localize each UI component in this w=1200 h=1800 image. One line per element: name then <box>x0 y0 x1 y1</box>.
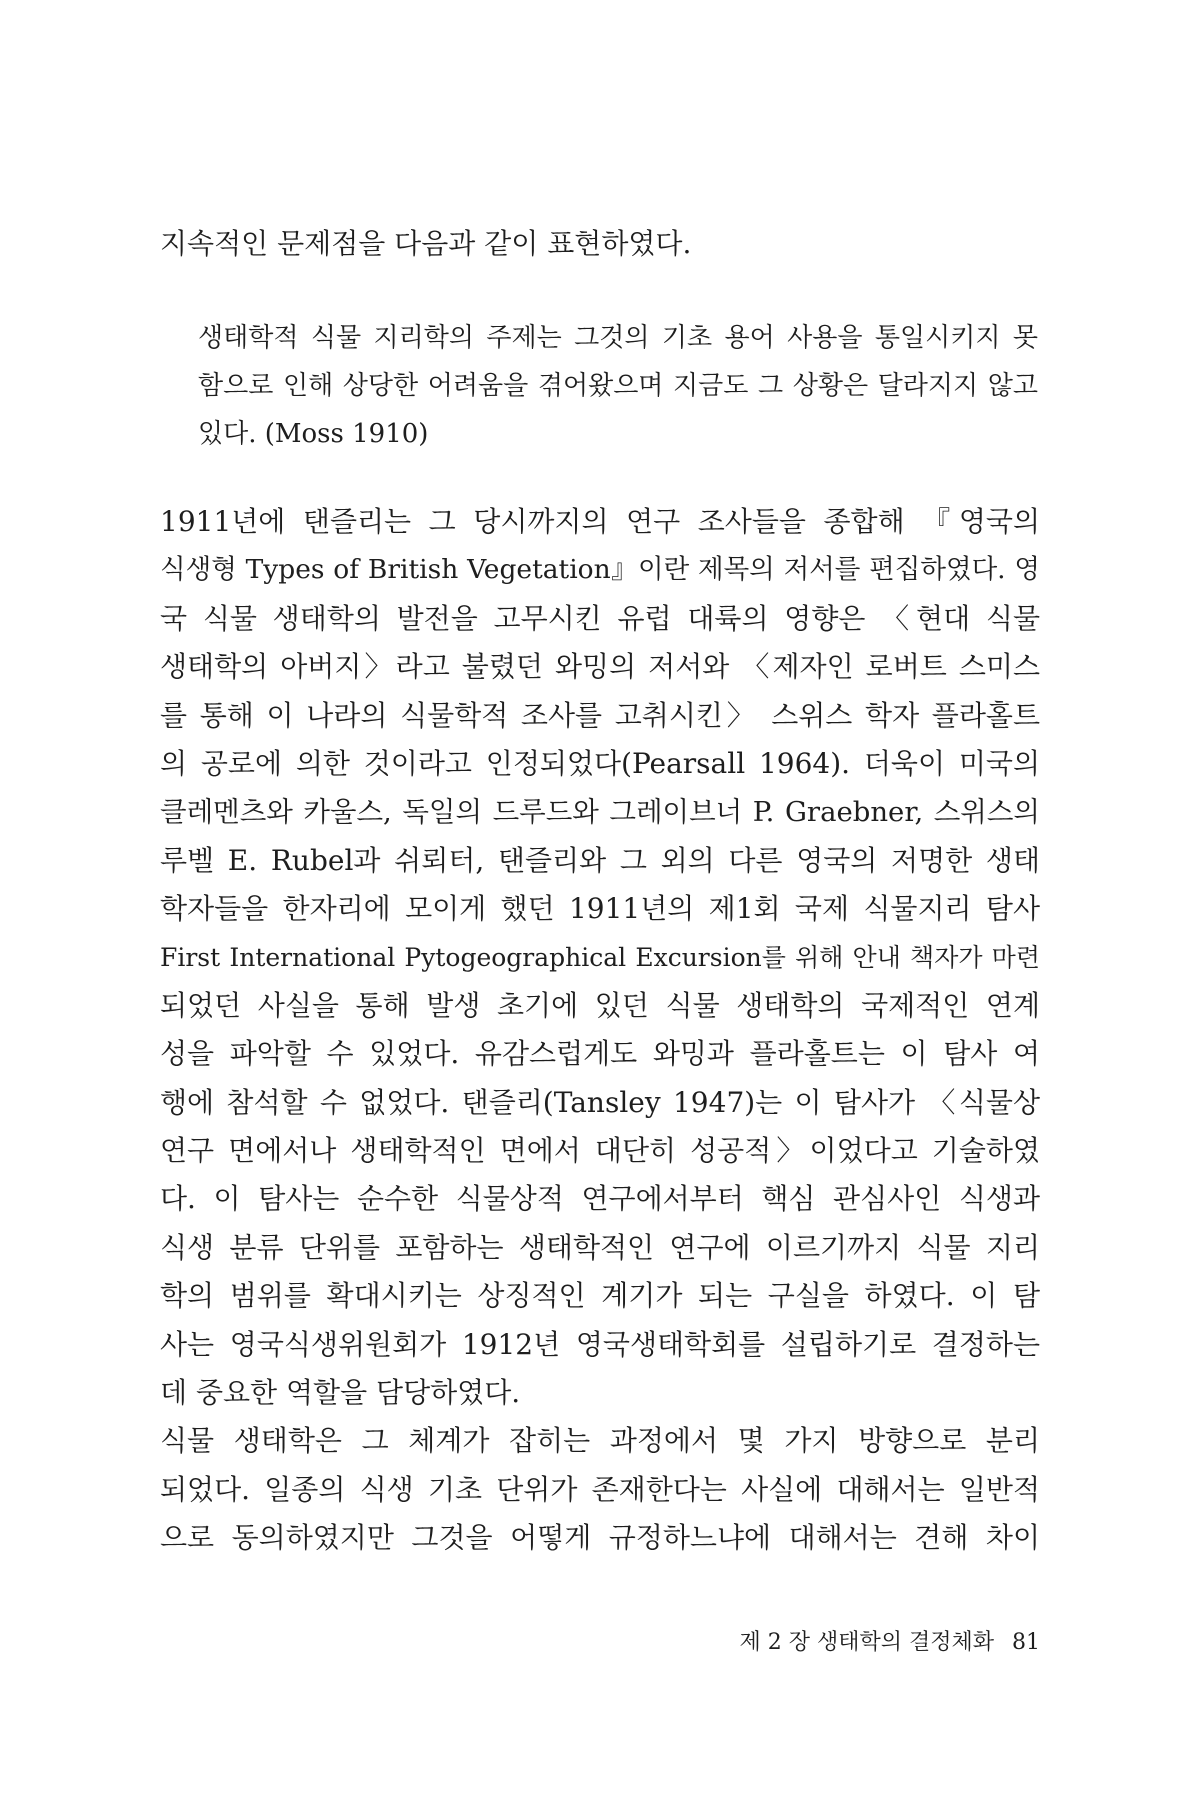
running-footer-chapter: 제 2 장 생태학의 결정체화 <box>739 1630 994 1655</box>
paragraph-line: 생태학의 아버지〉라고 불렸던 와밍의 저서와 〈제자인 로버트 스미스 <box>160 650 1040 684</box>
paragraph-line: 학의 범위를 확대시키는 상징적인 계기가 되는 구실을 하였다. 이 탐 <box>160 1279 1040 1313</box>
block-quote <box>198 314 1038 458</box>
paragraph-line: 되었던 사실을 통해 발생 초기에 있던 식물 생태학의 국제적인 연계 <box>160 988 1040 1022</box>
paragraph-line: 국 식물 생태학의 발전을 고무시킨 유럽 대륙의 영향은 〈현대 식물 <box>160 601 1040 635</box>
paragraph-line: 으로 동의하였지만 그것을 어떻게 규정하느냐에 대해서는 견해 차이 <box>160 1521 1040 1555</box>
page-footer <box>740 1628 1041 1658</box>
paragraph-line: 식생 분류 단위를 포함하는 생태학적인 연구에 이르기까지 식물 지리 <box>160 1230 1040 1264</box>
paragraph-line: 다. 이 탐사는 순수한 식물상적 연구에서부터 핵심 관심사인 식생과 <box>160 1182 1040 1216</box>
paragraph-line: 행에 참석할 수 없었다. 탠즐리(Tansley 1947)는 이 탐사가 〈식물상 <box>160 1085 1040 1119</box>
quote-line: 생태학적 식물 지리학의 주제는 그것의 기초 용어 사용을 통일시키지 못 <box>198 323 1038 353</box>
paragraph-line: 식생형 Types of British Vegetation』이란 제목의 저서를 편집하였다. 영 <box>160 554 1040 586</box>
quote-line: 함으로 인해 상당한 어려움을 겪어왔으며 지금도 그 상황은 달라지지 않고 <box>198 371 1038 401</box>
paragraph-line: 식물 생태학은 그 체계가 잡히는 과정에서 몇 가지 방향으로 분리 <box>160 1424 1040 1458</box>
paragraph-line: 학자들을 한자리에 모이게 했던 1911년의 제1회 국제 식물지리 탐사 <box>160 892 1040 926</box>
paragraph-line: 성을 파악할 수 있었다. 유감스럽게도 와밍과 플라홀트는 이 탐사 여 <box>160 1037 1040 1071</box>
paragraph-line: 를 통해 이 나라의 식물학적 조사를 고취시킨〉 스위스 학자 플라홀트 <box>160 698 1040 732</box>
paragraph-line: 연구 면에서나 생태학적인 면에서 대단히 성공적〉이었다고 기술하였 <box>160 1134 1040 1168</box>
paragraph-1 <box>160 498 1040 1417</box>
paragraph-line: 데 중요한 역할을 담당하였다. <box>160 1376 521 1410</box>
paragraph-2 <box>160 1417 1040 1562</box>
body-text <box>160 498 1040 1563</box>
intro-block <box>160 220 1040 268</box>
page-number: 81 <box>1012 1630 1040 1655</box>
paragraph-line: 사는 영국식생위원회가 1912년 영국생태학회를 설립하기로 결정하는 <box>160 1327 1040 1361</box>
paragraph-line: 의 공로에 의한 것이라고 인정되었다(Pearsall 1964). 더욱이 미국의 <box>160 746 1040 780</box>
quote-line: 있다. (Moss 1910) <box>198 419 429 449</box>
paragraph-line: 루벨 E. Rubel과 쉬뢰터, 탠즐리와 그 외의 다른 영국의 저명한 생태 <box>160 843 1040 877</box>
paragraph-line: 되었다. 일종의 식생 기초 단위가 존재한다는 사실에 대해서는 일반적 <box>160 1472 1040 1506</box>
intro-line: 지속적인 문제점을 다음과 같이 표현하였다. <box>160 227 692 260</box>
paragraph-line: 1911년에 탠즐리는 그 당시까지의 연구 조사들을 종합해 『영국의 <box>160 505 1040 538</box>
paragraph-line: 클레멘츠와 카울스, 독일의 드루드와 그레이브너 P. Graebner, 스위스의 <box>160 796 1040 829</box>
paragraph-line: First International Pytogeographical Excursion를 위해 안내 책자가 마련 <box>160 942 1040 972</box>
